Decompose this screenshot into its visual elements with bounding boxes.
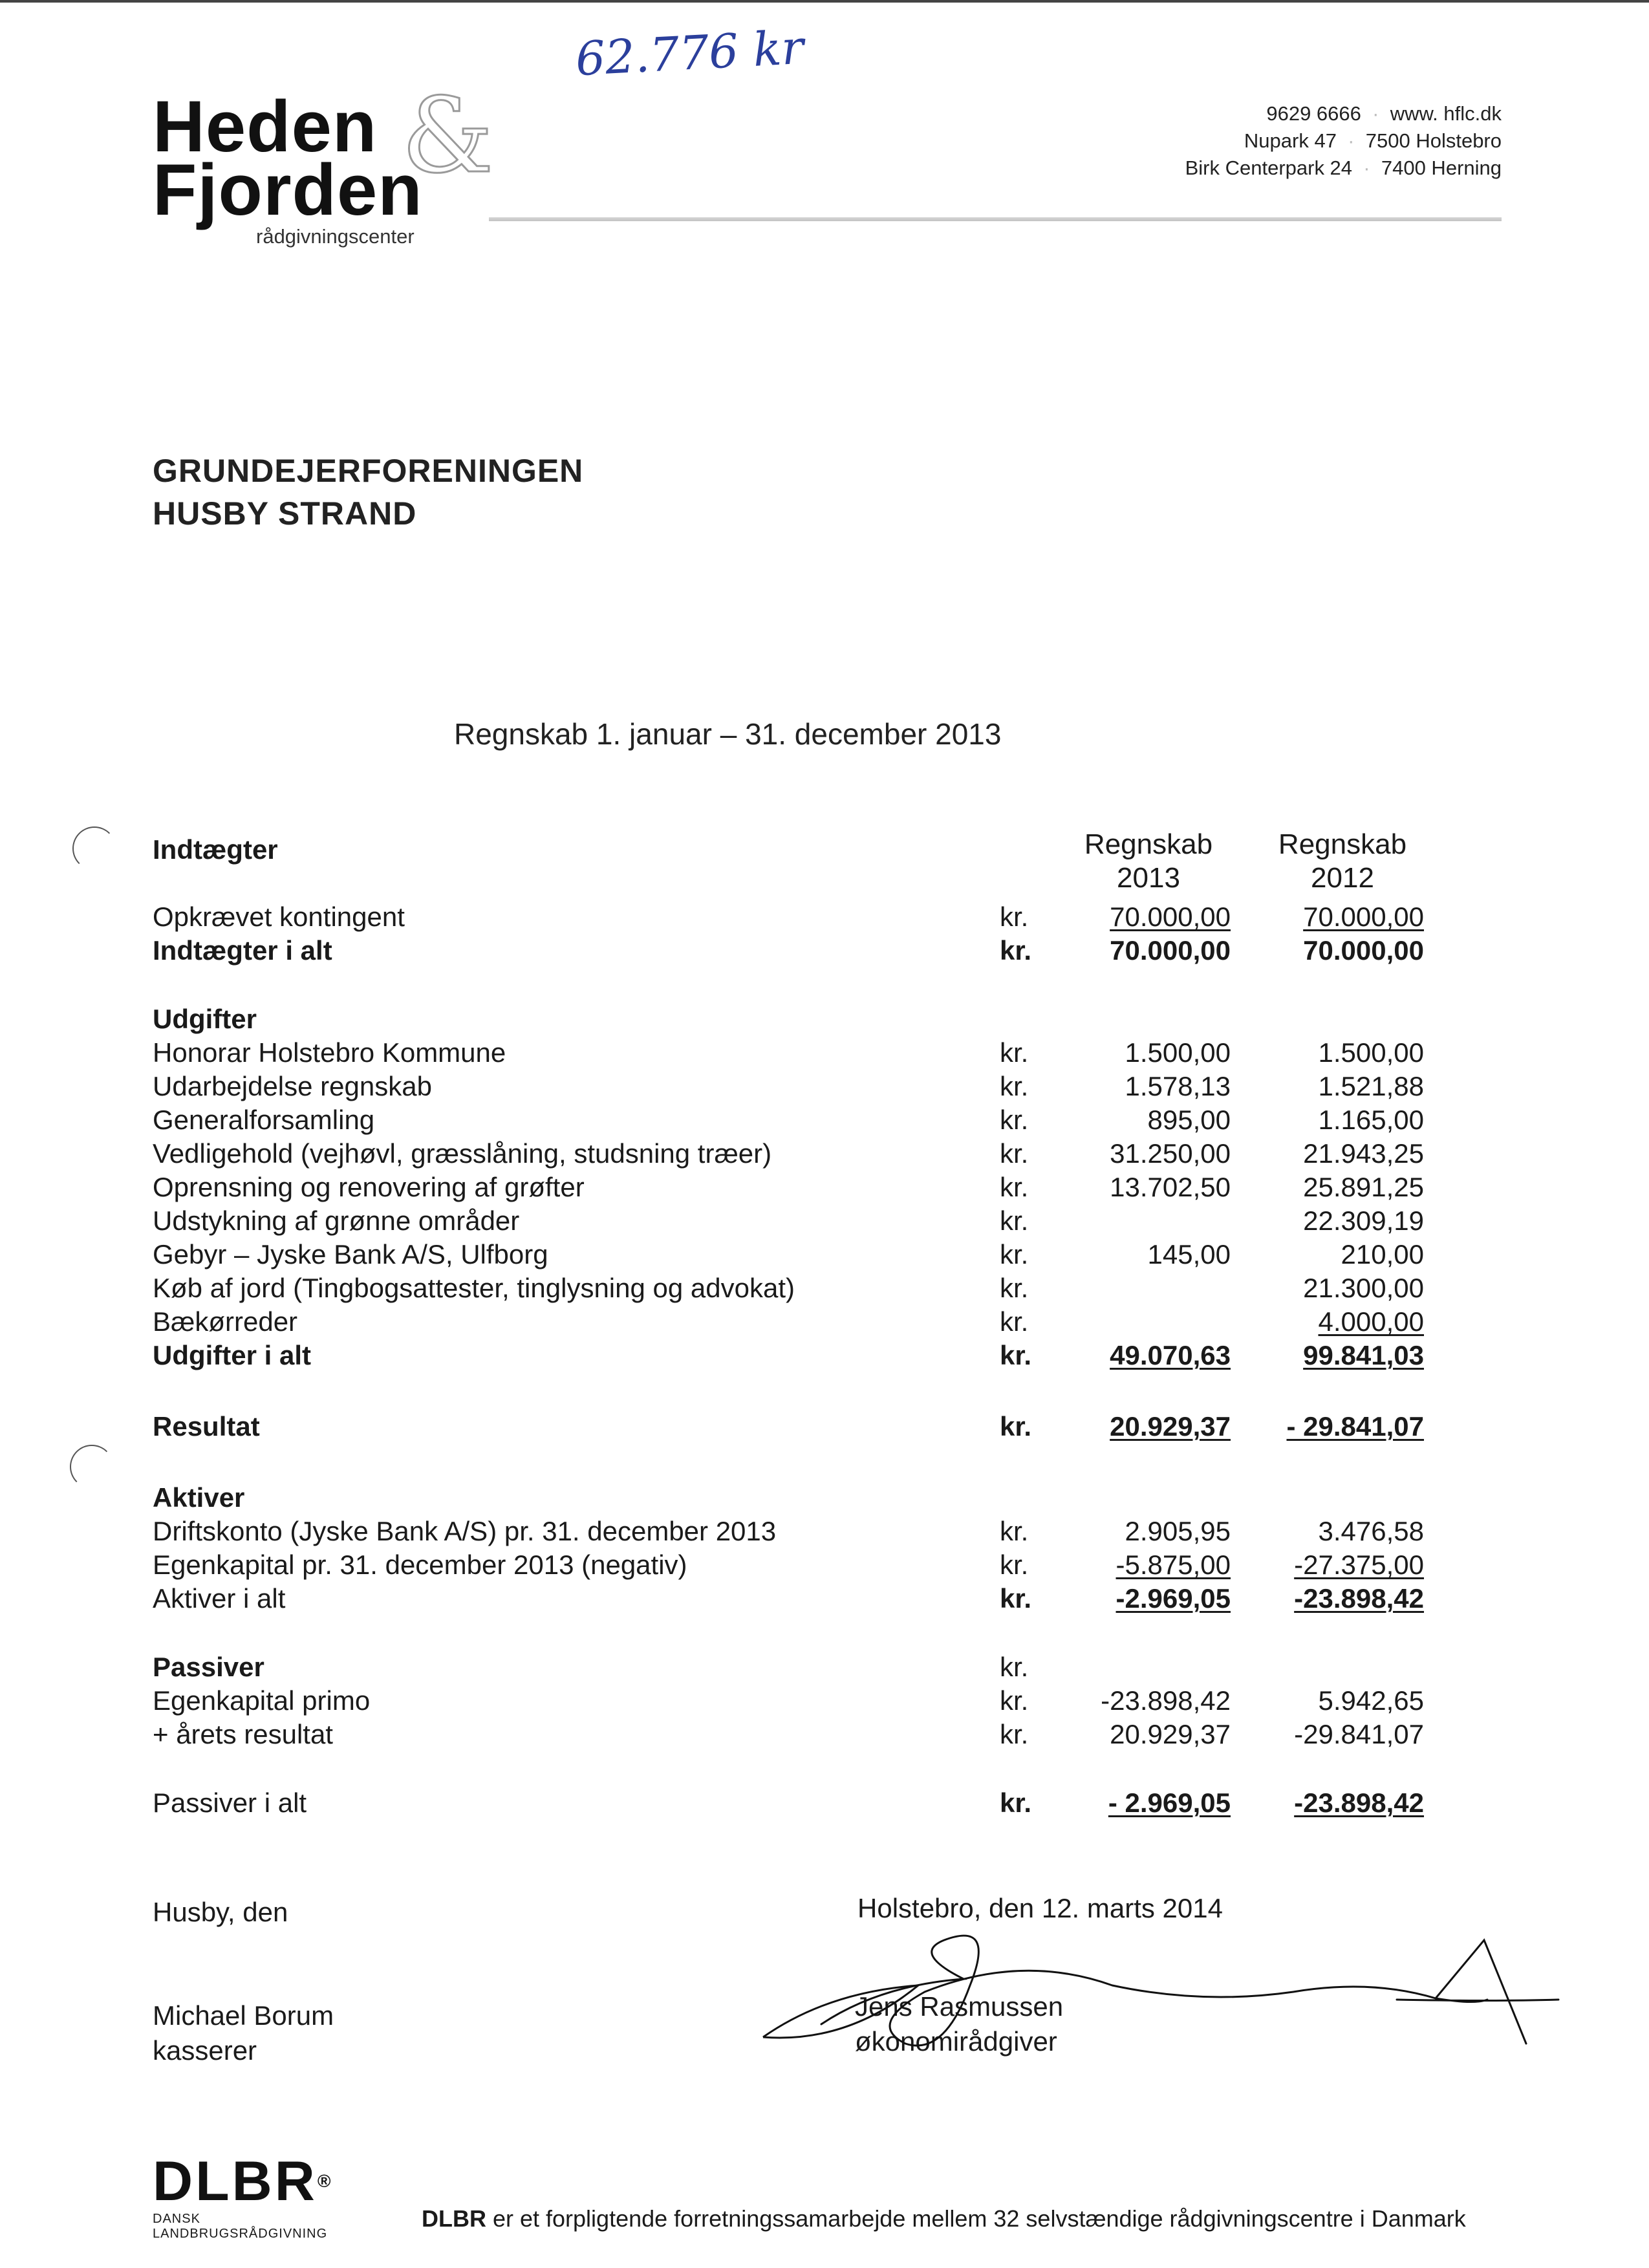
left-signatory xyxy=(153,1998,334,2068)
contact-line-3 xyxy=(1049,155,1502,182)
table-row xyxy=(0,1070,1649,1103)
value-2013: 31.250,00 xyxy=(1110,1138,1231,1169)
contact-line-2 xyxy=(1049,127,1502,155)
total-row-udgifter xyxy=(0,1339,1649,1372)
value-2013: 1.500,00 xyxy=(1125,1037,1231,1068)
value-2012: -27.375,00 xyxy=(1294,1550,1424,1580)
value-2012: 99.841,03 xyxy=(1303,1340,1424,1370)
dlbr-registered-mark: ® xyxy=(317,2171,334,2191)
value-2013: -5.875,00 xyxy=(1116,1550,1231,1580)
right-signatory-name: Jens Rasmussen xyxy=(855,1991,1064,2022)
contact-separator: · xyxy=(1357,157,1376,179)
value-2013: 1.578,13 xyxy=(1125,1071,1231,1101)
value-2012: -23.898,42 xyxy=(1294,1787,1424,1818)
row-label: Passiver xyxy=(153,1652,264,1682)
dlbr-logo xyxy=(153,2150,334,2241)
value-2012: - 29.841,07 xyxy=(1286,1411,1424,1442)
contact-phone: 9629 6666 xyxy=(1266,102,1361,125)
handwritten-signature xyxy=(750,1914,1565,2082)
table-row xyxy=(0,1271,1649,1305)
contact-separator: · xyxy=(1366,102,1385,125)
row-label: Indtægter i alt xyxy=(153,935,332,966)
currency-label: kr. xyxy=(1000,1273,1029,1303)
value-2012: 210,00 xyxy=(1341,1239,1424,1269)
currency-label: kr. xyxy=(1000,1071,1029,1101)
contact-web: www. hflc.dk xyxy=(1390,102,1502,125)
left-signatory-name: Michael Borum xyxy=(153,2000,334,2031)
section-heading-aktiver xyxy=(0,1481,1649,1515)
contact-block xyxy=(1049,100,1502,182)
row-label: Aktiver i alt xyxy=(153,1583,286,1614)
statement-subtitle: Regnskab 1. januar – 31. december 2013 xyxy=(454,717,1002,751)
company-logo xyxy=(153,75,515,259)
table-row xyxy=(0,1238,1649,1271)
table-row xyxy=(0,1515,1649,1548)
value-2013: 49.070,63 xyxy=(1110,1340,1231,1370)
value-2012: 3.476,58 xyxy=(1318,1516,1424,1546)
currency-label: kr. xyxy=(1000,1340,1032,1370)
row-label: Egenkapital pr. 31. december 2013 (negativ) xyxy=(153,1550,687,1580)
total-row-aktiver xyxy=(0,1582,1649,1615)
table-row xyxy=(0,1137,1649,1171)
table-row xyxy=(0,1204,1649,1238)
row-label: Udstykning af grønne områder xyxy=(153,1205,520,1236)
left-signature-place: Husby, den xyxy=(153,1897,288,1927)
value-2012: 4.000,00 xyxy=(1318,1306,1424,1337)
table-row xyxy=(0,1718,1649,1751)
value-2013: 20.929,37 xyxy=(1110,1719,1231,1749)
logo-tagline: rådgivningscenter xyxy=(256,225,415,248)
value-2012: 21.300,00 xyxy=(1303,1273,1424,1303)
column-header-2012-line1: Regnskab xyxy=(1278,828,1407,860)
currency-label: kr. xyxy=(1000,1583,1032,1614)
contact-separator: · xyxy=(1342,129,1361,152)
table-row xyxy=(0,1548,1649,1582)
contact-street-2: Birk Centerpark 24 xyxy=(1185,157,1353,179)
logo-word-fjorden: Fjorden xyxy=(153,149,423,230)
row-label: Honorar Holstebro Kommune xyxy=(153,1037,506,1068)
row-label: Køb af jord (Tingbogsattester, tinglysning og advokat) xyxy=(153,1273,795,1303)
table-row xyxy=(0,1171,1649,1204)
value-2013: -2.969,05 xyxy=(1116,1583,1231,1614)
column-header-2012-line2: 2012 xyxy=(1311,862,1374,894)
row-label: Egenkapital primo xyxy=(153,1685,371,1716)
footer-disclaimer-brand: DLBR xyxy=(422,2205,486,2232)
currency-label: kr. xyxy=(1000,1411,1032,1442)
value-2012: 70.000,00 xyxy=(1303,902,1424,932)
row-label: + årets resultat xyxy=(153,1719,333,1749)
organisation-line-1: GRUNDEJERFORENINGEN xyxy=(153,453,584,489)
dlbr-logo-word xyxy=(153,2150,334,2212)
value-2013: 2.905,95 xyxy=(1125,1516,1231,1546)
left-signatory-title: kasserer xyxy=(153,2035,257,2066)
contact-line-1 xyxy=(1049,100,1502,127)
row-label: Opkrævet kontingent xyxy=(153,902,405,932)
column-header-2013-line2: 2013 xyxy=(1117,862,1180,894)
value-2012: 1.521,88 xyxy=(1318,1071,1424,1101)
value-2012: -23.898,42 xyxy=(1294,1583,1424,1614)
currency-label: kr. xyxy=(1000,1550,1029,1580)
contact-city-2: 7400 Herning xyxy=(1381,157,1502,179)
result-row xyxy=(0,1410,1649,1443)
row-label: Aktiver xyxy=(153,1482,245,1513)
total-row-passiver xyxy=(0,1786,1649,1820)
value-2013: - 2.969,05 xyxy=(1108,1787,1231,1818)
currency-label: kr. xyxy=(1000,1719,1029,1749)
row-label: Driftskonto (Jyske Bank A/S) pr. 31. december 2013 xyxy=(153,1516,777,1546)
value-2012: 1.165,00 xyxy=(1318,1105,1424,1135)
column-header-2013-line1: Regnskab xyxy=(1084,828,1213,860)
currency-label: kr. xyxy=(1000,1685,1029,1716)
table-row xyxy=(0,1305,1649,1339)
contact-city-1: 7500 Holstebro xyxy=(1365,129,1502,152)
value-2013: 70.000,00 xyxy=(1110,902,1231,932)
table-row xyxy=(0,1103,1649,1137)
value-2013: 145,00 xyxy=(1147,1239,1231,1269)
dlbr-logo-letters: DLBR xyxy=(153,2150,318,2212)
row-label: Indtægter xyxy=(153,834,278,865)
contact-street-1: Nupark 47 xyxy=(1244,129,1337,152)
table-row xyxy=(0,900,1649,934)
row-label: Udgifter i alt xyxy=(153,1340,312,1370)
currency-label: kr. xyxy=(1000,1037,1029,1068)
currency-label: kr. xyxy=(1000,1239,1029,1269)
row-label: Udarbejdelse regnskab xyxy=(153,1071,432,1101)
footer-disclaimer xyxy=(422,2205,1466,2232)
row-label: Vedligehold (vejhøvl, græsslåning, studsning træer) xyxy=(153,1138,772,1169)
footer-disclaimer-text: er et forpligtende forretningssamarbejde mellem 32 selvstændige rådgivningscentre i Danmark xyxy=(486,2205,1466,2232)
value-2013: -23.898,42 xyxy=(1101,1685,1231,1716)
row-label: Passiver i alt xyxy=(153,1787,307,1818)
section-heading-passiver xyxy=(0,1650,1649,1684)
row-label: Oprensning og renovering af grøfter xyxy=(153,1172,585,1202)
value-2012: 25.891,25 xyxy=(1303,1172,1424,1202)
logo-word-heden: Heden xyxy=(153,86,378,167)
value-2013: 13.702,50 xyxy=(1110,1172,1231,1202)
currency-label: kr. xyxy=(1000,902,1029,932)
section-heading-udgifter xyxy=(0,1002,1649,1036)
currency-label: kr. xyxy=(1000,1306,1029,1337)
right-signature-place: Holstebro, den 12. marts 2014 xyxy=(857,1893,1223,1923)
value-2012: 70.000,00 xyxy=(1303,935,1424,966)
organisation-line-2: HUSBY STRAND xyxy=(153,495,417,532)
row-label: Bækørreder xyxy=(153,1306,298,1337)
currency-label: kr. xyxy=(1000,935,1032,966)
currency-label: kr. xyxy=(1000,1205,1029,1236)
dlbr-logo-sub-2: LANDBRUGSRÅDGIVNING xyxy=(153,2227,328,2241)
value-2013: 70.000,00 xyxy=(1110,935,1231,966)
row-label: Udgifter xyxy=(153,1004,257,1034)
section-heading-indtaegter xyxy=(0,833,1649,867)
value-2012: -29.841,07 xyxy=(1294,1719,1424,1749)
value-2012: 22.309,19 xyxy=(1303,1205,1424,1236)
row-label: Generalforsamling xyxy=(153,1105,375,1135)
logo-ampersand: & xyxy=(402,75,494,196)
value-2013: 895,00 xyxy=(1147,1105,1231,1135)
currency-label: kr. xyxy=(1000,1516,1029,1546)
value-2013: 20.929,37 xyxy=(1110,1411,1231,1442)
organisation-title xyxy=(153,449,583,535)
table-row xyxy=(0,1684,1649,1718)
currency-label: kr. xyxy=(1000,1652,1029,1682)
scan-top-edge xyxy=(0,0,1649,3)
row-label: Resultat xyxy=(153,1411,260,1442)
dlbr-logo-sub-1: DANSK xyxy=(153,2212,200,2226)
currency-label: kr. xyxy=(1000,1172,1029,1202)
currency-label: kr. xyxy=(1000,1138,1029,1169)
currency-label: kr. xyxy=(1000,1105,1029,1135)
row-label: Gebyr – Jyske Bank A/S, Ulfborg xyxy=(153,1239,548,1269)
value-2012: 21.943,25 xyxy=(1303,1138,1424,1169)
table-row xyxy=(0,1036,1649,1070)
header-rule xyxy=(489,217,1502,221)
total-row-indtaegter xyxy=(0,934,1649,967)
currency-label: kr. xyxy=(1000,1787,1032,1818)
handwritten-amount: 62.776 kr xyxy=(574,19,805,87)
value-2012: 5.942,65 xyxy=(1318,1685,1424,1716)
value-2012: 1.500,00 xyxy=(1318,1037,1424,1068)
right-signatory-title: økonomirådgiver xyxy=(855,2026,1057,2057)
